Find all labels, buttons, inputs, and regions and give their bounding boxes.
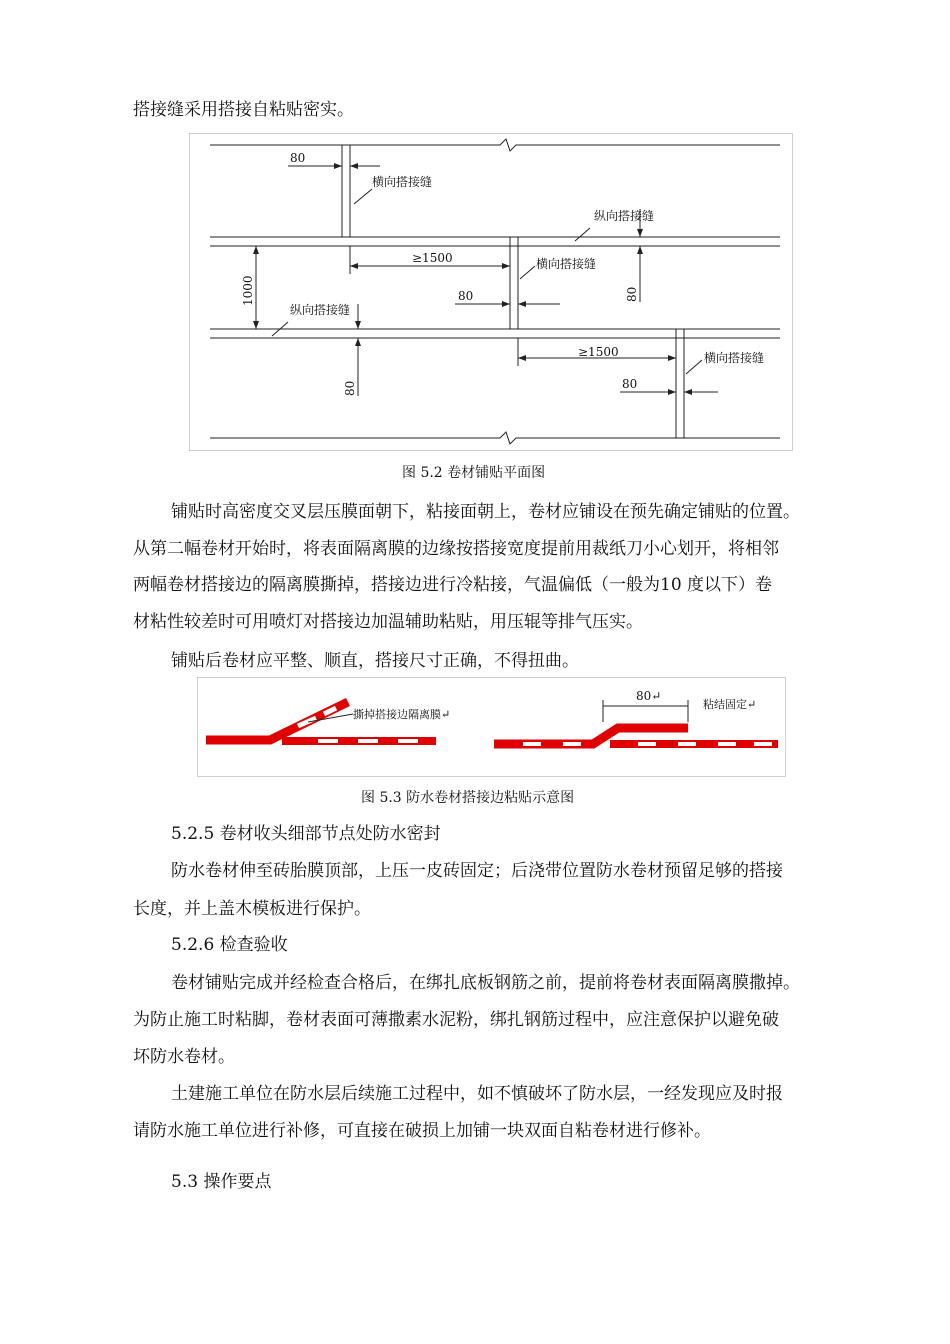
paragraph-line: 长度，并上盖木模板进行保护。 — [133, 899, 371, 919]
figure-5-2-plan-diagram — [190, 134, 792, 450]
dim-label-1500: ≥1500 — [412, 251, 453, 265]
paragraph-line: 防水卷材伸至砖胎膜顶部，上压一皮砖固定；后浇带位置防水卷材预留足够的搭接 — [171, 861, 783, 881]
section-heading: 5.2.5 卷材收头细部节点处防水密封 — [171, 824, 441, 844]
paragraph-line: 铺贴时高密度交叉层压膜面朝下，粘接面朝上，卷材应铺设在预先确定铺贴的位置。 — [171, 502, 800, 522]
dim-label-80: 80 — [290, 151, 306, 165]
figure-5-2-frame — [189, 133, 793, 451]
figure-5-3-overlap-diagram — [198, 678, 785, 776]
bond-label: 粘结固定↵ — [703, 698, 757, 711]
paragraph-line: 搭接缝采用搭接自粘贴密实。 — [133, 100, 354, 120]
longitudinal-seam-label: 纵向搭接缝 — [594, 209, 655, 223]
dim-label-1500: ≥1500 — [578, 345, 619, 359]
longitudinal-seam-label: 纵向搭接缝 — [290, 303, 351, 317]
dim-label-80: 80↵ — [636, 689, 662, 703]
paragraph-line: 土建施工单位在防水层后续施工过程中，如不慎破坏了防水层，一经发现应及时报 — [171, 1084, 783, 1104]
figure-5-3-frame — [197, 677, 786, 777]
paragraph-line: 材粘性较差时可用喷灯对搭接边加温辅助粘贴，用压辊等排气压实。 — [133, 612, 643, 632]
peel-label: 撕掉搭接边隔离膜↵ — [353, 708, 451, 721]
paragraph-line: 两幅卷材搭接边的隔离膜撕掉，搭接边进行冷粘接，气温偏低（一般为10 度以下）卷 — [133, 575, 773, 595]
paragraph-line: 坏防水卷材。 — [133, 1047, 235, 1067]
dim-label-80-vertical: 80 — [343, 380, 357, 396]
paragraph-line: 铺贴后卷材应平整、顺直，搭接尺寸正确，不得扭曲。 — [171, 651, 579, 671]
figure-5-3-caption: 图 5.3 防水卷材搭接边粘贴示意图 — [361, 790, 575, 806]
dim-label-80-vertical: 80 — [625, 286, 639, 302]
paragraph-line: 为防止施工时粘脚，卷材表面可薄撒素水泥粉，绑扎钢筋过程中，应注意保护以避免破 — [133, 1010, 779, 1030]
dim-label-1000: 1000 — [241, 275, 255, 306]
horizontal-seam-label: 横向搭接缝 — [372, 175, 433, 189]
section-heading: 5.2.6 检查验收 — [171, 935, 288, 955]
section-heading: 5.3 操作要点 — [171, 1172, 272, 1192]
horizontal-seam-label: 横向搭接缝 — [536, 257, 597, 271]
paragraph-line: 请防水施工单位进行补修，可直接在破损上加铺一块双面自粘卷材进行修补。 — [133, 1121, 711, 1141]
figure-5-2-caption: 图 5.2 卷材铺贴平面图 — [402, 465, 546, 481]
horizontal-seam-label: 横向搭接缝 — [704, 351, 765, 365]
dim-label-80: 80 — [622, 377, 638, 391]
dim-label-80: 80 — [458, 289, 474, 303]
paragraph-line: 卷材铺贴完成并经检查合格后，在绑扎底板钢筋之前，提前将卷材表面隔离膜撒掉。 — [171, 973, 800, 993]
paragraph-line: 从第二幅卷材开始时，将表面隔离膜的边缘按搭接宽度提前用裁纸刀小心划开，将相邻 — [133, 539, 779, 559]
